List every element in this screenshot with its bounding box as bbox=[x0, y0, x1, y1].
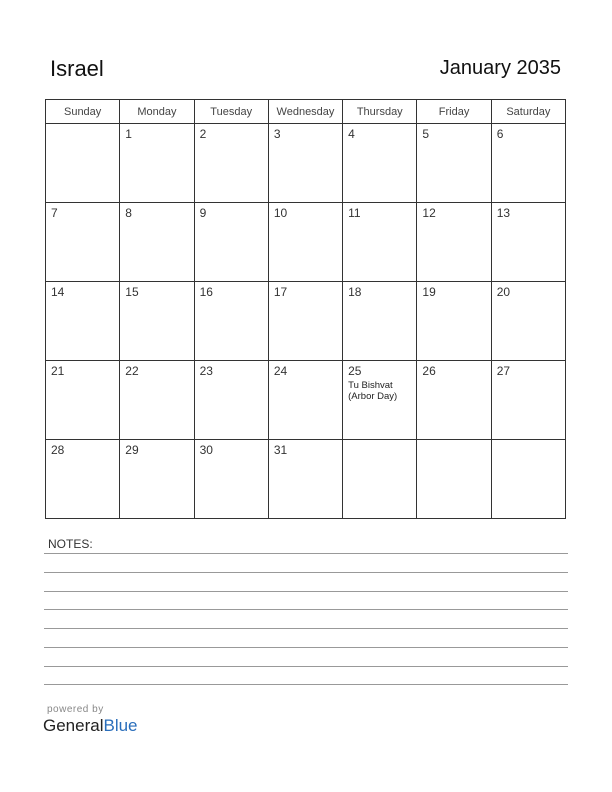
day-cell bbox=[417, 361, 491, 440]
day-cell bbox=[120, 440, 194, 519]
day-number: 23 bbox=[199, 364, 213, 378]
day-number: 1 bbox=[125, 127, 132, 141]
notes-line bbox=[44, 553, 568, 554]
day-cell bbox=[194, 361, 268, 440]
day-cell bbox=[417, 124, 491, 203]
week-row bbox=[46, 203, 566, 282]
day-number: 5 bbox=[422, 127, 430, 141]
day-number: 24 bbox=[273, 364, 288, 378]
day-cell bbox=[268, 124, 342, 203]
day-cell bbox=[268, 282, 342, 361]
day-cell bbox=[120, 282, 194, 361]
day-number: 4 bbox=[348, 127, 355, 141]
day-cell bbox=[417, 440, 491, 519]
weekday-header-row bbox=[46, 100, 566, 124]
day-number: 19 bbox=[422, 285, 436, 299]
day-cell bbox=[343, 440, 417, 519]
day-number: 29 bbox=[125, 443, 139, 457]
day-number: 10 bbox=[273, 206, 288, 220]
day-number: 18 bbox=[348, 285, 362, 299]
day-cell bbox=[46, 282, 120, 361]
day-number: 12 bbox=[422, 206, 436, 220]
day-cell bbox=[46, 440, 120, 519]
day-number: 21 bbox=[51, 364, 65, 378]
country-title: Israel bbox=[50, 56, 104, 81]
day-number: 20 bbox=[496, 285, 511, 299]
day-number: 27 bbox=[496, 364, 511, 378]
day-cell bbox=[417, 203, 491, 282]
notes-line bbox=[44, 666, 568, 667]
weekday-friday: Friday bbox=[417, 100, 491, 124]
week-row bbox=[46, 440, 566, 519]
week-row bbox=[46, 282, 566, 361]
day-cell bbox=[46, 203, 120, 282]
notes-line bbox=[44, 647, 568, 648]
day-cell bbox=[194, 203, 268, 282]
day-cell bbox=[194, 440, 268, 519]
day-number: 14 bbox=[51, 285, 65, 299]
weekday-saturday: Saturday bbox=[491, 100, 565, 124]
day-cell bbox=[491, 440, 565, 519]
day-cell bbox=[120, 124, 194, 203]
day-number: 6 bbox=[496, 127, 504, 141]
day-number: 9 bbox=[199, 206, 207, 220]
day-cell bbox=[491, 124, 565, 203]
notes-line bbox=[44, 572, 568, 573]
weekday-sunday: Sunday bbox=[46, 100, 120, 124]
day-number: 30 bbox=[199, 443, 213, 457]
day-cell bbox=[194, 282, 268, 361]
holiday-label: Tu Bishvat (Arbor Day) bbox=[348, 380, 398, 402]
notes-label: NOTES: bbox=[48, 537, 93, 551]
notes-line bbox=[44, 591, 568, 592]
day-cell bbox=[46, 124, 120, 203]
day-number: 7 bbox=[51, 206, 58, 220]
day-cell bbox=[194, 124, 268, 203]
day-number: 2 bbox=[199, 127, 207, 141]
day-cell bbox=[343, 124, 417, 203]
day-number: 28 bbox=[51, 443, 65, 457]
brand-name-general: General bbox=[43, 716, 104, 735]
day-cell bbox=[417, 282, 491, 361]
day-number: 31 bbox=[273, 443, 288, 457]
week-row bbox=[46, 361, 566, 440]
day-number: 17 bbox=[273, 285, 288, 299]
powered-by-text: powered by bbox=[47, 704, 104, 715]
weekday-tuesday: Tuesday bbox=[194, 100, 268, 124]
day-cell bbox=[343, 203, 417, 282]
month-title: January 2035 bbox=[439, 57, 561, 79]
weekday-wednesday: Wednesday bbox=[268, 100, 342, 124]
day-number: 11 bbox=[348, 206, 361, 220]
day-number: 25 bbox=[348, 364, 362, 378]
weekday-monday: Monday bbox=[120, 100, 194, 124]
day-cell bbox=[491, 282, 565, 361]
calendar-grid bbox=[45, 99, 566, 519]
week-row bbox=[46, 124, 566, 203]
brand-logo bbox=[43, 716, 138, 736]
day-cell bbox=[120, 203, 194, 282]
day-cell bbox=[343, 282, 417, 361]
day-number: 13 bbox=[496, 206, 511, 220]
notes-line bbox=[44, 684, 568, 685]
notes-line bbox=[44, 628, 568, 629]
day-cell bbox=[491, 203, 565, 282]
day-cell bbox=[120, 361, 194, 440]
day-number: 22 bbox=[125, 364, 139, 378]
day-cell bbox=[268, 203, 342, 282]
day-number: 26 bbox=[422, 364, 436, 378]
day-number: 15 bbox=[125, 285, 139, 299]
day-number: 8 bbox=[125, 206, 132, 220]
weekday-thursday: Thursday bbox=[343, 100, 417, 124]
day-number: 3 bbox=[273, 127, 281, 141]
day-cell bbox=[268, 361, 342, 440]
day-cell bbox=[343, 361, 417, 440]
day-cell bbox=[491, 361, 565, 440]
day-number: 16 bbox=[199, 285, 213, 299]
day-cell bbox=[268, 440, 342, 519]
brand-name-blue: Blue bbox=[103, 716, 138, 735]
day-cell bbox=[46, 361, 120, 440]
notes-line bbox=[44, 609, 568, 610]
